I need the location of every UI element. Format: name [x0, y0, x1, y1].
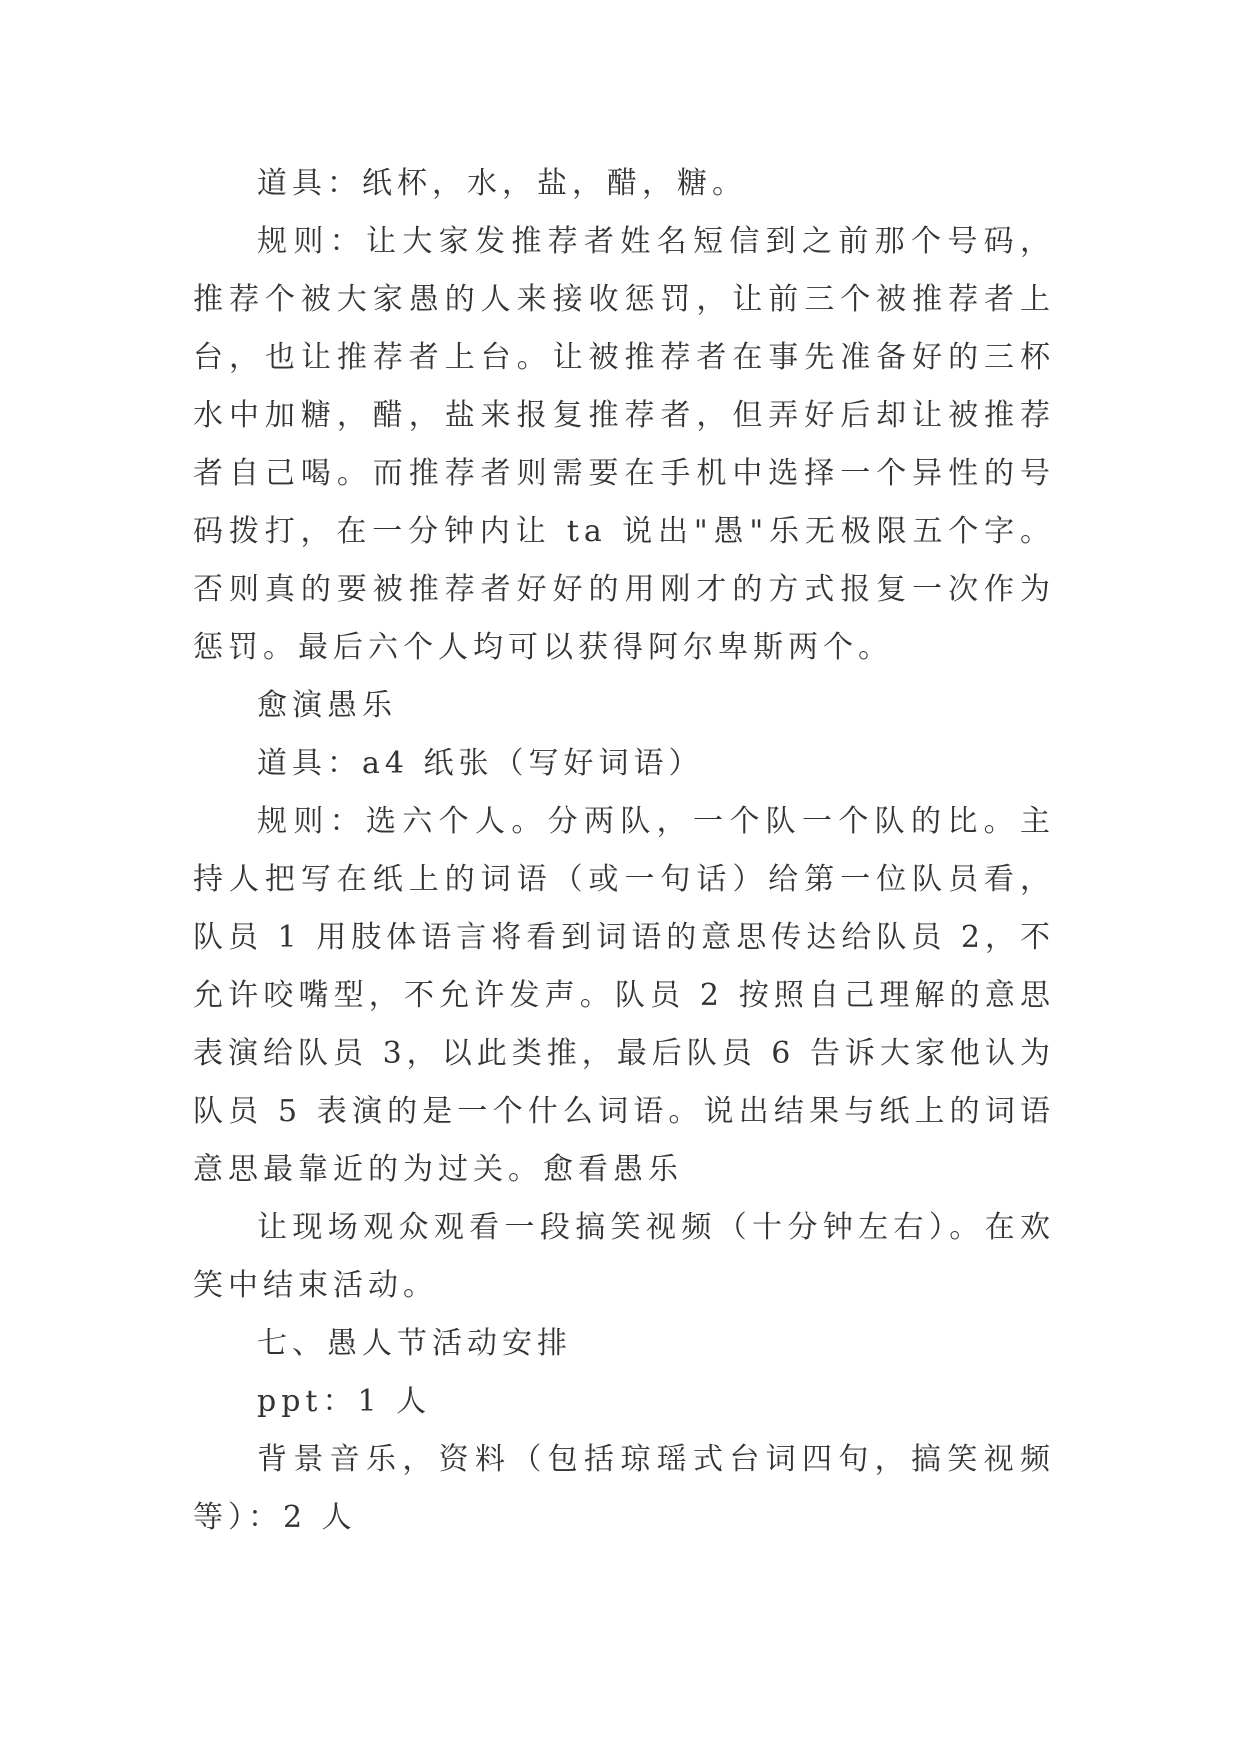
paragraph-music: 背景音乐，资料（包括琼瑶式台词四句，搞笑视频等）：2 人 [193, 1442, 1055, 1535]
paragraph-video: 让现场观众观看一段搞笑视频（十分钟左右）。在欢笑中结束活动。 [193, 1210, 1055, 1303]
paragraph-props-2: 道具：a4 纸张（写好词语） [257, 746, 704, 781]
section-heading: 七、愚人节活动安排 [257, 1326, 572, 1361]
document-body [193, 155, 1055, 1547]
paragraph-ppt: ppt：1 人 [257, 1384, 432, 1419]
paragraph-game-title: 愈演愚乐 [257, 688, 397, 723]
paragraph-rules-2: 规则：选六个人。分两队，一个队一个队的比。主持人把写在纸上的词语（或一句话）给第一位队员看，队员 1 用肢体语言将看到词语的意思传达给队员 2，不允许咬嘴型，不允许发声。队员 2 按照自己理解的意思表演给队员 3，以此类推，最后队员 6 告诉大家他认为队员 5 表演的是一个什么词语。说出结果与纸上的词语意思最靠近的为过关。愈看愚乐 [193, 804, 1055, 1187]
paragraph-props-1: 道具：纸杯，水，盐，醋，糖。 [257, 166, 747, 201]
paragraph-rules-1: 规则：让大家发推荐者姓名短信到之前那个号码，推荐个被大家愚的人来接收惩罚，让前三个被推荐者上台，也让推荐者上台。让被推荐者在事先准备好的三杯水中加糖，醋，盐来报复推荐者，但弄好后却让被推荐者自己喝。而推荐者则需要在手机中选择一个异性的号码拨打，在一分钟内让 ta 说出"愚"乐无极限五个字。否则真的要被推荐者好好的用刚才的方式报复一次作为惩罚。最后六个人均可以获得阿尔卑斯两个。 [193, 224, 1055, 665]
